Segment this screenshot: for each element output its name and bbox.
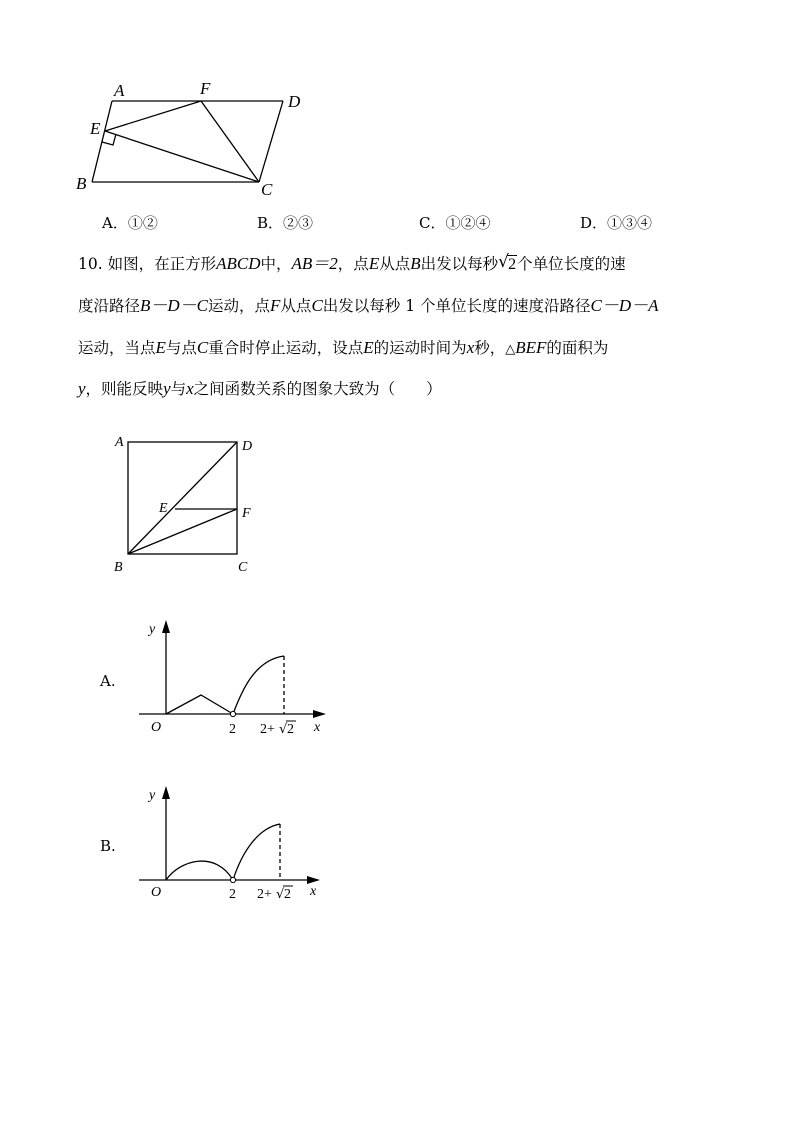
- math-BEF: BEF: [515, 338, 547, 357]
- math-C: C: [311, 296, 323, 315]
- text: ，点: [337, 255, 369, 273]
- text: 运动，点: [208, 297, 271, 315]
- axis-label-y: y: [149, 622, 156, 637]
- text: 出发以每秒 1 个单位长度的速度沿路径: [322, 297, 591, 315]
- text: 与点: [165, 339, 197, 357]
- choice-b[interactable]: B．②③: [257, 214, 314, 232]
- curve-segment-2: [233, 824, 280, 880]
- text: 个单位长度的速: [517, 255, 626, 273]
- text: 的运动时间为: [373, 339, 467, 357]
- label-A: A: [114, 81, 125, 100]
- math-B: B: [410, 254, 421, 273]
- text: 如图，在正方形: [107, 255, 217, 273]
- question-number: 10.: [78, 255, 103, 273]
- label-A: A: [115, 435, 124, 450]
- sqrt-2: √ 2: [498, 252, 517, 273]
- text: 的面积为: [546, 339, 609, 357]
- radical-icon: √: [279, 722, 288, 737]
- label-B: B: [76, 174, 87, 193]
- math-y: y: [163, 379, 171, 398]
- label-D: D: [242, 439, 253, 454]
- text: ，则能反映: [85, 380, 164, 398]
- math-path-BDC: B－D－C: [140, 296, 209, 315]
- radical-icon: √: [276, 887, 285, 902]
- text: 从点: [379, 255, 411, 273]
- math-ABCD: ABCD: [216, 254, 261, 273]
- label-C: C: [238, 560, 248, 575]
- text: 中，: [260, 255, 292, 273]
- tick-label-2: 2: [229, 887, 236, 902]
- math-E: E: [155, 338, 166, 357]
- y-axis-arrow: [162, 786, 170, 799]
- curve-segment-1: [166, 861, 233, 880]
- text: 出发以每秒: [420, 255, 499, 273]
- tick-label-2-plus: 2+: [260, 722, 275, 737]
- tick-label-2-plus: 2+: [257, 887, 272, 902]
- option-b-label[interactable]: B.: [100, 837, 116, 855]
- axis-label-x: x: [310, 884, 317, 899]
- text: 秒，: [474, 339, 506, 357]
- label-E: E: [90, 119, 101, 138]
- option-a-label[interactable]: A.: [100, 672, 116, 690]
- origin-label: O: [151, 720, 162, 735]
- math-E: E: [363, 338, 374, 357]
- text: 从点: [280, 297, 312, 315]
- x-axis-arrow: [307, 876, 320, 884]
- math-C: C: [196, 338, 209, 357]
- triangle-symbol: △: [505, 342, 516, 357]
- choice-c[interactable]: C．①②④: [419, 214, 491, 232]
- math-F: F: [270, 296, 281, 315]
- text: 之间函数关系的图象大致为（ ）: [193, 380, 442, 398]
- label-D: D: [288, 92, 301, 111]
- axis-label-x: x: [314, 720, 321, 735]
- text: 运动，当点: [78, 339, 156, 357]
- label-E: E: [159, 501, 168, 516]
- label-F: F: [242, 506, 251, 521]
- choice-d[interactable]: D．①③④: [580, 214, 653, 232]
- text: 与: [170, 380, 187, 398]
- open-point-icon: [230, 877, 235, 882]
- label-B: B: [114, 560, 123, 575]
- text: 重合时停止运动，设点: [208, 339, 364, 357]
- tick-label-2: 2: [229, 722, 236, 737]
- choice-a[interactable]: A．①②: [102, 214, 158, 232]
- radical-number: 2: [287, 722, 294, 737]
- math-AB-eq: AB＝2: [291, 254, 338, 273]
- math-y: y: [78, 379, 86, 398]
- text: 度沿路径: [78, 297, 141, 315]
- math-x: x: [466, 338, 475, 357]
- axis-label-y: y: [149, 788, 156, 803]
- label-C: C: [261, 180, 273, 199]
- label-F: F: [200, 79, 211, 98]
- math-E: E: [368, 254, 380, 273]
- radical-number: 2: [284, 887, 291, 902]
- origin-label: O: [151, 885, 162, 900]
- math-x: x: [186, 379, 194, 398]
- math-path-CDA: C－D－A: [590, 296, 659, 315]
